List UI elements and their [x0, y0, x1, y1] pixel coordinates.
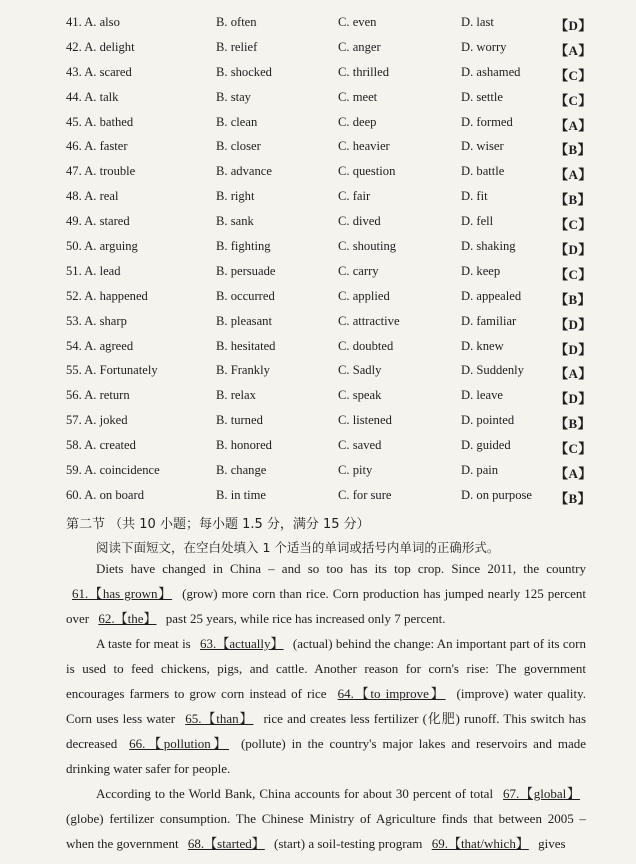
option-d: D. Suddenly — [461, 363, 524, 378]
option-c: C. dived — [338, 214, 381, 229]
option-d: D. settle — [461, 89, 503, 104]
passage-text: (improve) water quality. Corn uses less water — [66, 686, 586, 726]
passage-text: past 25 years, while rice has increased only 7 percent. — [165, 611, 446, 626]
answer-key: 【A】 — [555, 466, 592, 482]
passage-paragraph-3 — [66, 781, 586, 856]
answer-row — [0, 235, 636, 260]
blank-62-answer: 62.【the】 — [98, 611, 157, 626]
option-d: D. last — [461, 15, 494, 29]
option-b: B. sank — [216, 214, 254, 229]
option-b: B. Frankly — [216, 363, 270, 378]
answer-key: 【D】 — [555, 242, 592, 258]
answer-key: 【C】 — [555, 441, 592, 457]
option-d: D. wiser — [461, 139, 504, 154]
blank-64-answer: 64.【to improve】 — [337, 686, 446, 701]
option-d: D. knew — [461, 338, 504, 353]
answer-row — [0, 11, 636, 36]
section-2-instruction: 阅读下面短文，在空白处填入 1 个适当的单词或括号内单词的正确形式。 — [96, 540, 500, 555]
option-a: 56. A. return — [66, 388, 130, 403]
option-a: 53. A. sharp — [66, 313, 127, 328]
answer-row — [0, 185, 636, 210]
option-a: 47. A. trouble — [66, 164, 136, 179]
option-a: 41. A. also — [66, 15, 120, 29]
option-d: D. battle — [461, 164, 505, 179]
option-c: C. meet — [338, 89, 378, 104]
option-a: 58. A. created — [66, 438, 136, 453]
option-a: 50. A. arguing — [66, 239, 138, 254]
option-c: C. even — [338, 15, 377, 29]
option-b: B. shocked — [216, 64, 272, 79]
answer-row — [0, 409, 636, 434]
option-c: C. attractive — [338, 313, 400, 328]
option-d: D. familiar — [461, 313, 517, 328]
answer-key: 【C】 — [555, 92, 592, 108]
passage-text: (pollute) in the country's major lakes and reservoirs and made drinking water safer for people. — [66, 736, 587, 776]
passage-text: Diets have changed in China – and so too has its top crop. Since 2011, the country — [96, 561, 586, 576]
option-a: 48. A. real — [66, 189, 119, 204]
option-d: D. fit — [461, 189, 488, 204]
answer-key: 【D】 — [555, 391, 592, 407]
option-a: 60. A. on board — [66, 487, 145, 502]
option-b: B. clean — [216, 114, 258, 129]
answer-key: 【B】 — [555, 142, 592, 158]
option-c: C. for sure — [338, 487, 392, 502]
option-c: C. saved — [338, 438, 382, 453]
option-c: C. fair — [338, 189, 371, 204]
section-2-heading: 第二节 （共 10 小题；每小题 1.5 分，满分 15 分） — [66, 517, 370, 532]
option-a: 55. A. Fortunately — [66, 363, 158, 378]
option-a: 59. A. coincidence — [66, 463, 160, 478]
option-c: C. listened — [338, 413, 392, 428]
answer-key: 【A】 — [555, 117, 592, 133]
passage-text: (grow) more corn than rice. Corn production has jumped nearly 125 percent over — [66, 586, 587, 626]
answer-row — [0, 484, 636, 509]
option-b: B. right — [216, 189, 255, 204]
answer-row — [0, 111, 636, 136]
blank-65-answer: 65.【than】 — [185, 711, 254, 726]
blank-66-answer: 66.【pollution】 — [129, 736, 230, 751]
answer-row — [0, 260, 636, 285]
option-c: C. question — [338, 164, 396, 179]
option-b: B. change — [216, 463, 267, 478]
option-b: B. stay — [216, 89, 251, 104]
option-d: D. keep — [461, 263, 501, 278]
option-a: 46. A. faster — [66, 139, 128, 154]
option-a: 44. A. talk — [66, 89, 119, 104]
answer-key: 【C】 — [555, 217, 592, 233]
passage-text: (start) a soil-testing program — [274, 836, 423, 851]
option-a: 45. A. bathed — [66, 114, 134, 129]
option-d: D. ashamed — [461, 64, 521, 79]
option-c: C. anger — [338, 39, 381, 54]
option-c: C. heavier — [338, 139, 390, 154]
option-a: 54. A. agreed — [66, 338, 134, 353]
option-b: B. in time — [216, 487, 267, 502]
option-c: C. carry — [338, 263, 379, 278]
answer-row — [0, 135, 636, 160]
option-a: 49. A. stared — [66, 214, 130, 229]
option-a: 42. A. delight — [66, 39, 135, 54]
answer-row — [0, 210, 636, 235]
cloze-passage — [66, 556, 586, 856]
answer-row — [0, 434, 636, 459]
option-b: B. persuade — [216, 263, 276, 278]
option-d: D. formed — [461, 114, 513, 129]
option-d: D. pain — [461, 463, 499, 478]
option-c: C. shouting — [338, 239, 397, 254]
option-a: 43. A. scared — [66, 64, 132, 79]
answer-row — [0, 285, 636, 310]
option-b: B. relax — [216, 388, 256, 403]
answer-row — [0, 384, 636, 409]
blank-67-answer: 67.【global】 — [503, 786, 580, 801]
option-a: 57. A. joked — [66, 413, 128, 428]
option-d: D. fell — [461, 214, 494, 229]
option-b: B. hesitated — [216, 338, 276, 353]
option-b: B. turned — [216, 413, 263, 428]
option-d: D. leave — [461, 388, 503, 403]
passage-text: (actual) behind the change: An important part of its corn is used to feed chickens, pigs, and cattle. Another reason for corn's rise: The government encourages farmers to grow corn instead of rice — [66, 636, 586, 701]
answer-row — [0, 459, 636, 484]
answer-row — [0, 86, 636, 111]
answer-key: 【D】 — [555, 316, 592, 332]
passage-text: (globe) fertilizer consumption. The Chinese Ministry of Agriculture finds that between 2005 – when the government — [66, 811, 586, 851]
option-d: D. shaking — [461, 239, 516, 254]
option-b: B. fighting — [216, 239, 271, 254]
multiple-choice-answer-table — [0, 11, 636, 509]
answer-key: 【B】 — [555, 192, 592, 208]
answer-key: 【A】 — [555, 42, 592, 58]
option-c: C. speak — [338, 388, 382, 403]
option-b: B. closer — [216, 139, 261, 154]
option-c: C. Sadly — [338, 363, 382, 378]
blank-69-answer: 69.【that/which】 — [431, 836, 529, 851]
option-c: C. doubted — [338, 338, 394, 353]
answer-row — [0, 61, 636, 86]
option-c: C. deep — [338, 114, 377, 129]
passage-text: rice and creates less fertilizer (化肥) runoff. This switch has decreased — [66, 711, 587, 751]
option-c: C. pity — [338, 463, 373, 478]
passage-text: A taste for meat is — [96, 636, 191, 651]
option-b: B. pleasant — [216, 313, 272, 328]
answer-row — [0, 310, 636, 335]
answer-key: 【D】 — [555, 18, 592, 33]
option-a: 52. A. happened — [66, 288, 148, 303]
option-c: C. applied — [338, 288, 390, 303]
option-b: B. honored — [216, 438, 272, 453]
answer-row — [0, 359, 636, 384]
option-c: C. thrilled — [338, 64, 390, 79]
passage-text: gives — [538, 836, 566, 851]
answer-key: 【C】 — [555, 67, 592, 83]
option-a: 51. A. lead — [66, 263, 121, 278]
answer-key: 【B】 — [555, 490, 592, 506]
option-d: D. appealed — [461, 288, 522, 303]
option-b: B. occurred — [216, 288, 275, 303]
option-d: D. worry — [461, 39, 507, 54]
blank-63-answer: 63.【actually】 — [200, 636, 284, 651]
answer-key: 【A】 — [555, 167, 592, 183]
answer-key: 【A】 — [555, 366, 592, 382]
answer-key: 【B】 — [555, 291, 592, 307]
passage-paragraph-1 — [66, 556, 586, 631]
option-b: B. often — [216, 15, 257, 29]
passage-paragraph-2 — [66, 631, 586, 781]
blank-61-answer: 61.【has grown】 — [72, 586, 173, 601]
answer-key: 【C】 — [555, 266, 592, 282]
answer-key: 【B】 — [555, 416, 592, 432]
answer-row — [0, 335, 636, 360]
blank-68-answer: 68.【started】 — [187, 836, 265, 851]
option-d: D. pointed — [461, 413, 515, 428]
passage-text: According to the World Bank, China accounts for about 30 percent of total — [96, 786, 494, 801]
option-b: B. advance — [216, 164, 272, 179]
answer-row — [0, 160, 636, 185]
option-b: B. relief — [216, 39, 258, 54]
option-d: D. on purpose — [461, 487, 533, 502]
answer-row — [0, 36, 636, 61]
answer-key: 【D】 — [555, 341, 592, 357]
option-d: D. guided — [461, 438, 511, 453]
